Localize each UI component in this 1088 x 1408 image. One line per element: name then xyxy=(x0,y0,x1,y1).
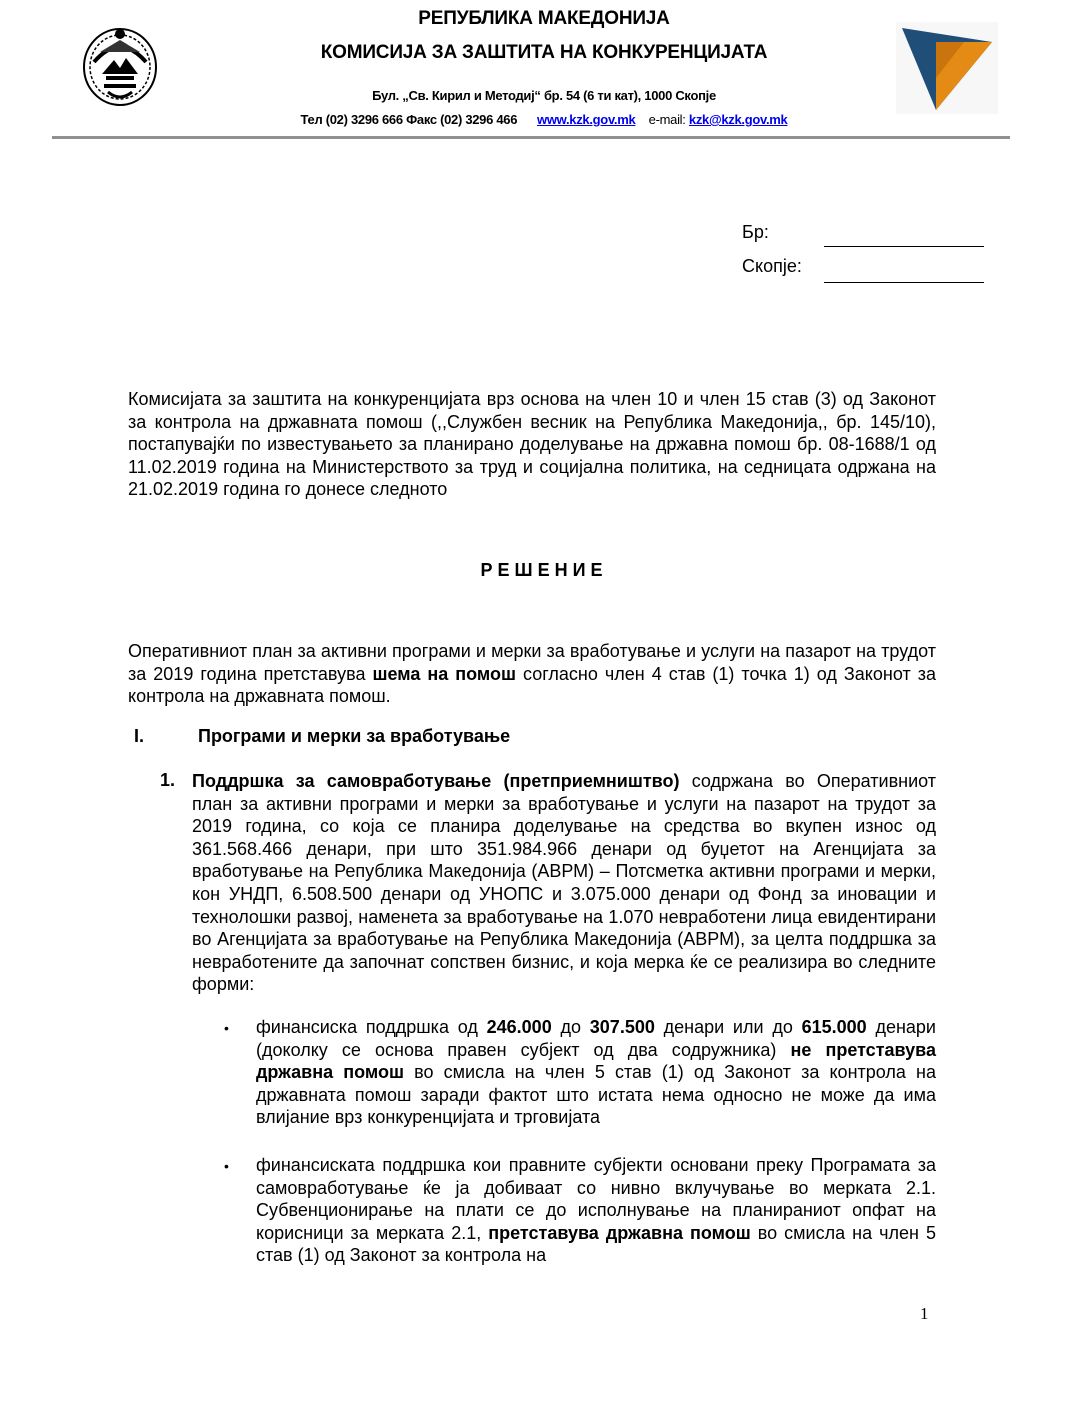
header-phone-fax: Тел (02) 3296 666 Факс (02) 3296 466 xyxy=(300,112,518,127)
number-line xyxy=(824,246,984,247)
header-address: Бул. „Св. Кирил и Методиј“ бр. 54 (6 ти кат), 1000 Скопје xyxy=(372,88,716,103)
email-label: e-mail: xyxy=(648,112,686,127)
header-divider xyxy=(52,136,1010,139)
section-numeral: I. xyxy=(134,726,145,746)
decision-title: РЕШЕНИЕ xyxy=(480,560,608,580)
email-link[interactable]: kzk@kzk.gov.mk xyxy=(688,112,788,127)
page-number: 1 xyxy=(920,1304,929,1323)
intro-paragraph: Комисијата за заштита на конкуренцијата врз основа на член 10 и член 15 став (3) од Законот за контрола на државната помош (,,Службен весник на Република Македонија,, бр. 145/10), постапувајќи по известувањето за планирано доделување на државна помош бр. 08-1688/1 од 11.02.2019 година на Министерството за труд и социјална политика, на седницата одржана на 21.02.2019 година го донесе следното xyxy=(128,389,936,500)
section-heading: Програми и мерки за вработување xyxy=(198,726,511,746)
item-number: 1. xyxy=(160,770,176,790)
number-label: Бр: xyxy=(742,222,769,242)
city-label: Скопје: xyxy=(742,256,802,276)
coat-of-arms-logo xyxy=(80,22,160,108)
bullet-symbol: • xyxy=(224,1020,229,1036)
item-paragraph: Поддршка за самовработување (претприемништво) содржана во Оперативниот план за активни програми и мерки за вработување и услуги на пазарот на трудот за 2019 година, со која се планира доделување на средства во вкупен износ од 361.568.466 денари, при што 351.984.966 денари од буџетот на Агенцијата за вработување на Република Македонија (АВРМ) – Потсметка активни програми и мерки, кон УНДП, 6.508.500 денари од УНОПС и 3.075.000 денари од Фонд за иновации и технолошки развој, наменета за вработување на 1.070 невработени лица евидентирани во Агенцијата за вработување на Република Македонија (АВРМ), за целта поддршка за невработените да започнат сопствен бизнис, и која мерка ќе се реализира во следните форми: xyxy=(192,771,936,995)
bullet-item: финансиска поддршка од 246.000 до 307.500 денари или до 615.000 денари (доколку се основа правен субјект од два содружника) не претставува државна помош во смисла на член 5 став (1) од Законот за контрола на државната помош заради фактот што истата нема односно не може да има влијание врз конкуренцијата и трговијата xyxy=(256,1017,936,1128)
decision-bold-term: шема на помош xyxy=(372,663,516,684)
bullet-symbol: • xyxy=(224,1158,229,1174)
city-line xyxy=(824,282,984,283)
commission-logo xyxy=(896,22,998,114)
website-link[interactable]: www.kzk.gov.mk xyxy=(537,112,636,127)
header-country: РЕПУБЛИКА МАКЕДОНИЈА xyxy=(418,8,670,29)
header-contacts xyxy=(200,112,888,127)
decision-paragraph: Оперативниот план за активни програми и мерки за вработување и услуги на пазарот на трудот за 2019 година претставува шема на помош согласно член 4 став (1) точка 1) од Законот за контрола на државната помош. xyxy=(128,641,936,707)
item-title: Поддршка за самовработување (претприемништво) xyxy=(192,771,680,791)
bullet-item: финансиската поддршка кои правните субјекти основани преку Програмата за самовработување ќе ја добиваат со нивно вклучување во мерката 2.1. Субвенционирање на плати се до исполнување на планираниот опфат на корисници за мерката 2.1, претставува државна помош во смисла на член 5 став (1) од Законот за контрола на xyxy=(256,1155,937,1266)
header-commission: КОМИСИЈА ЗА ЗАШТИТА НА КОНКУРЕНЦИЈАТА xyxy=(320,42,768,63)
